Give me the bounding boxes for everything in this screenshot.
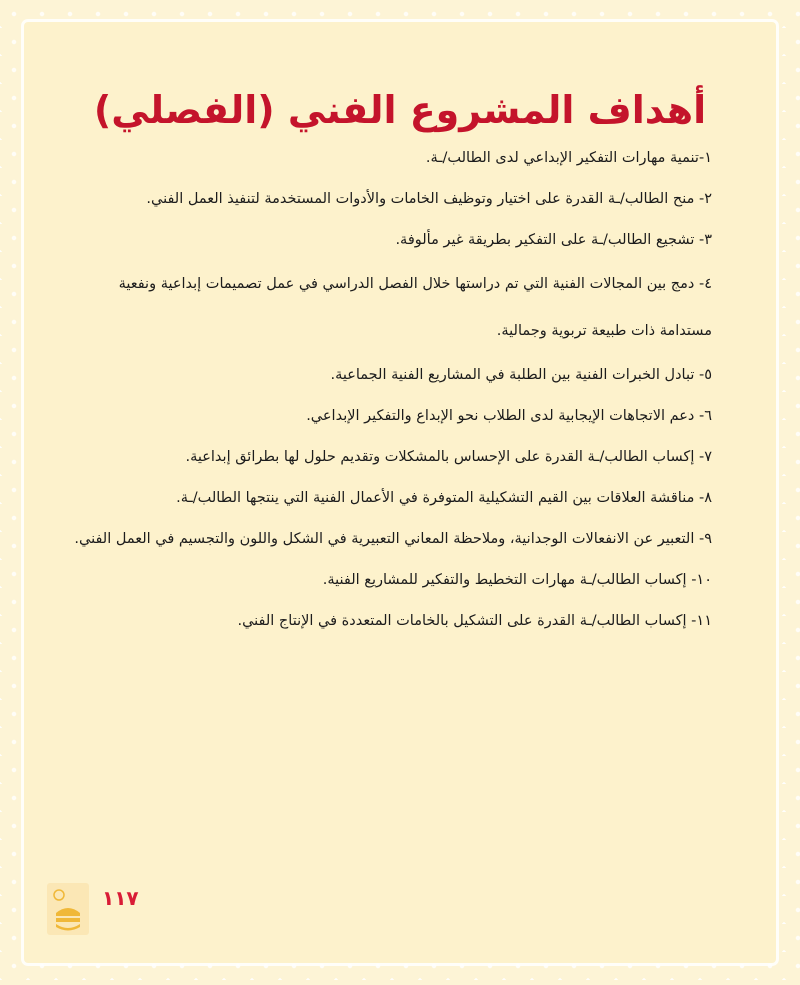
objective-item: ٥- تبادل الخبرات الفنية بين الطلبة في المشاريع الفنية الجماعية. bbox=[330, 367, 712, 383]
objective-item: ٩- التعبير عن الانفعالات الوجدانية، وملاحظة المعاني التعبيرية في الشكل واللون والتجسيم في العمل الفني. bbox=[74, 531, 712, 547]
page-title: أهداف المشروع الفني (الفصلي) bbox=[93, 88, 707, 132]
objective-item: ١١- إكساب الطالب/ـة القدرة على التشكيل بالخامات المتعددة في الإنتاج الفني. bbox=[237, 613, 712, 629]
objective-item: ٢- منح الطالب/ـة القدرة على اختيار وتوظيف الخامات والأدوات المستخدمة لتنفيذ العمل الفني. bbox=[146, 191, 712, 207]
objective-item: ٨- مناقشة العلاقات بين القيم التشكيلية المتوفرة في الأعمال الفنية التي ينتجها الطالب/ـة. bbox=[176, 490, 712, 506]
objective-item: ٦- دعم الاتجاهات الإيجابية لدى الطلاب نحو الإبداع والتفكير الإبداعي. bbox=[306, 408, 712, 424]
objectives-list bbox=[62, 138, 712, 642]
objective-item: ٧- إكساب الطالب/ـة القدرة على الإحساس بالمشكلات وتقديم حلول لها بطرائق إبداعية. bbox=[185, 449, 712, 465]
publisher-logo-icon bbox=[47, 883, 89, 935]
objective-item: ٤- دمج بين المجالات الفنية التي تم دراستها خلال الفصل الدراسي في عمل تصميمات إبداعية ونفعية مستدامة ذات طبيعة تربوية وجمالية. bbox=[118, 276, 712, 339]
objective-item: ٣- تشجيع الطالب/ـة على التفكير بطريقة غير مألوفة. bbox=[395, 232, 712, 248]
page-number: ١١٧ bbox=[102, 886, 139, 910]
objective-item: ١٠- إكساب الطالب/ـة مهارات التخطيط والتفكير للمشاريع الفنية. bbox=[322, 572, 712, 588]
objective-item: ١-تنمية مهارات التفكير الإبداعي لدى الطالب/ـة. bbox=[425, 150, 712, 166]
